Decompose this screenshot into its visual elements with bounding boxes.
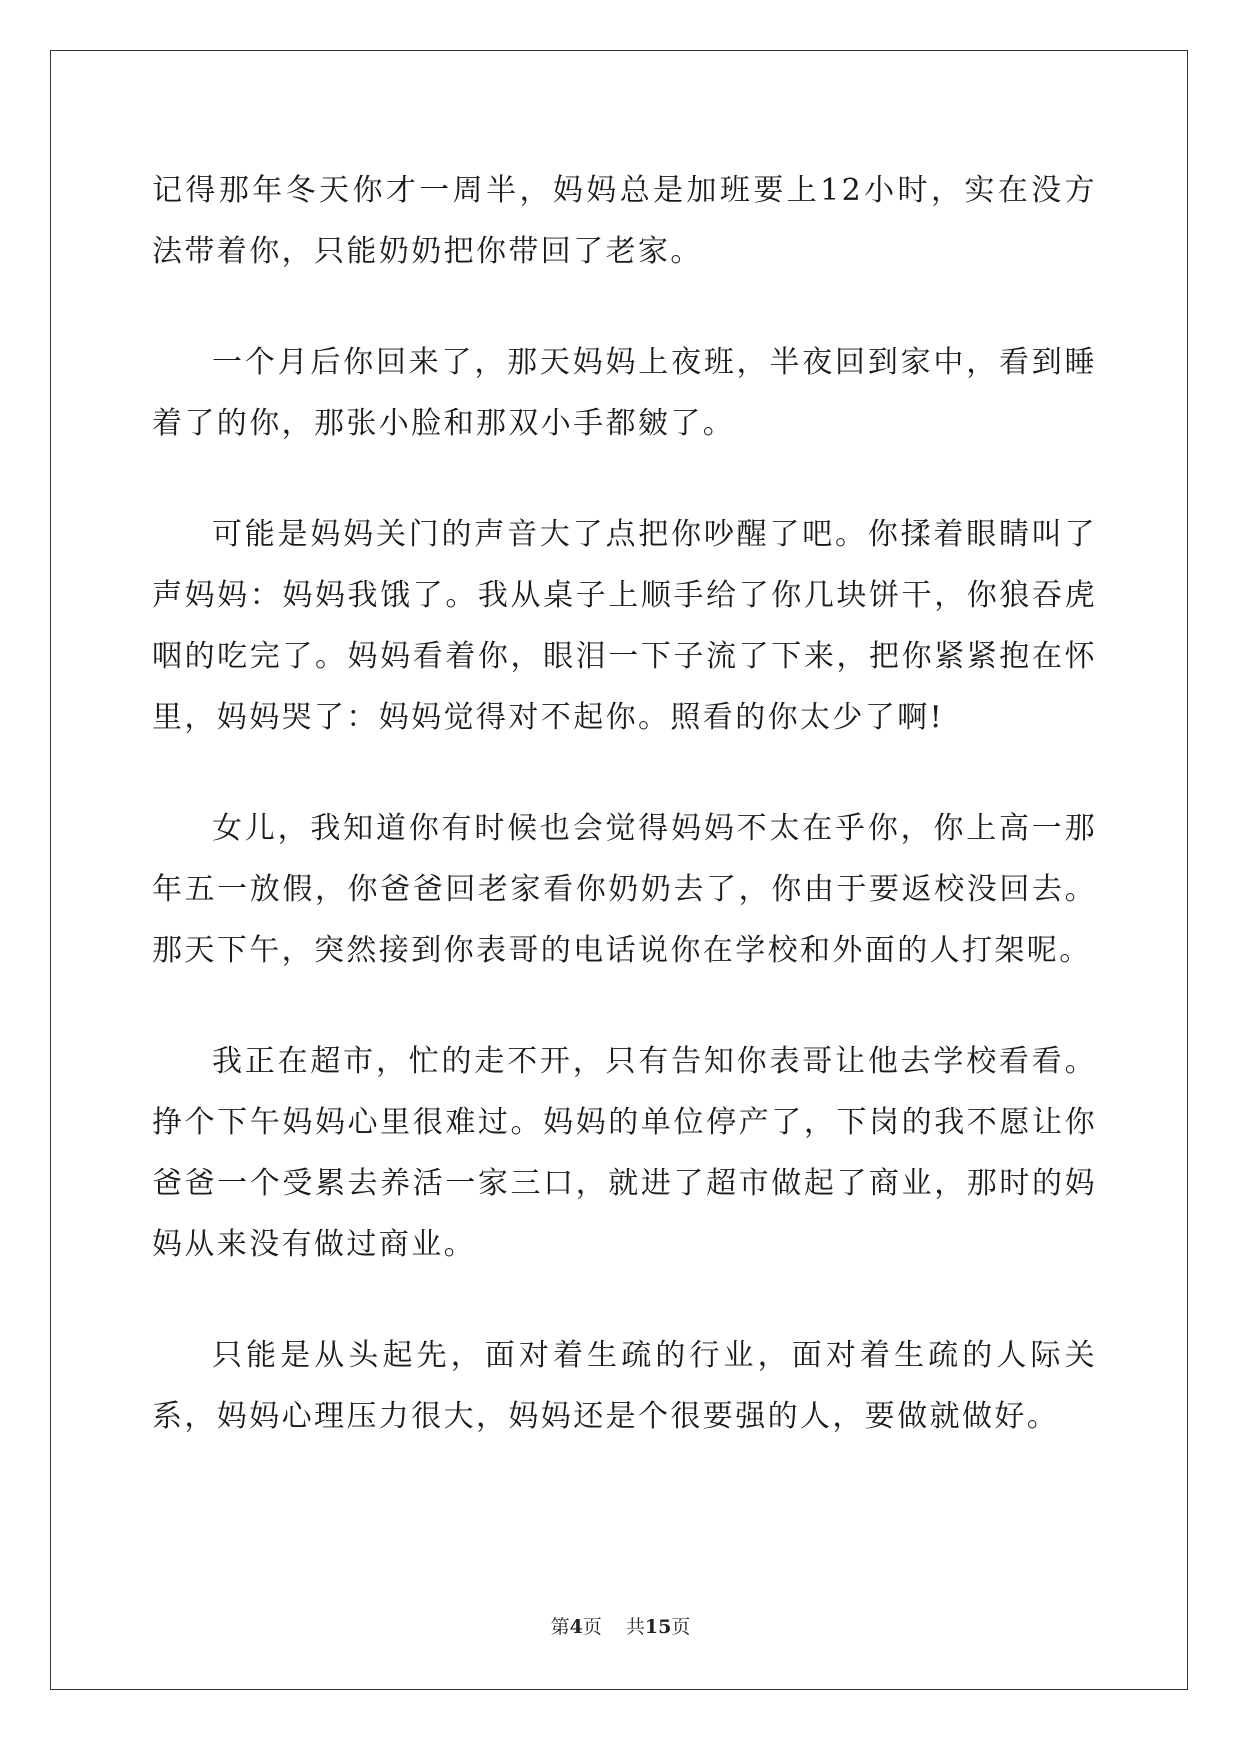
- page-suffix: 页: [582, 1616, 602, 1638]
- page-footer: [0, 1612, 1241, 1639]
- paragraph-1: 记得那年冬天你才一周半，妈妈总是加班要上12小时，实在没方法带着你，只能奶奶把你带回了老家。: [152, 173, 1097, 269]
- total-prefix: 共: [625, 1616, 645, 1638]
- paragraph-4: 女儿，我知道你有时候也会觉得妈妈不太在乎你，你上高一那年五一放假，你爸爸回老家看你奶奶去了，你由于要返校没回去。那天下午，突然接到你表哥的电话说你在学校和外面的人打架呢。: [152, 811, 1097, 968]
- document-body: [152, 160, 1097, 1447]
- page-prefix: 第: [550, 1616, 570, 1638]
- paragraph-2: 一个月后你回来了，那天妈妈上夜班，半夜回到家中，看到睡着了的你，那张小脸和那双小手都皴了。: [152, 345, 1097, 441]
- paragraph-6: 只能是从头起先，面对着生疏的行业，面对着生疏的人际关系，妈妈心理压力很大，妈妈还是个很要强的人，要做就做好。: [152, 1338, 1097, 1434]
- total-pages: 15: [644, 1616, 672, 1638]
- paragraph-5: 我正在超市，忙的走不开，只有告知你表哥让他去学校看看。挣个下午妈妈心里很难过。妈妈的单位停产了，下岗的我不愿让你爸爸一个受累去养活一家三口，就进了超市做起了商业，那时的妈妈从来没有做过商业。: [152, 1044, 1097, 1262]
- page-number: 4: [569, 1616, 583, 1638]
- total-suffix: 页: [671, 1616, 691, 1638]
- paragraph-3: 可能是妈妈关门的声音大了点把你吵醒了吧。你揉着眼睛叫了声妈妈：妈妈我饿了。我从桌子上顺手给了你几块饼干，你狼吞虎咽的吃完了。妈妈看着你，眼泪一下子流了下来，把你紧紧抱在怀里，妈妈哭了：妈妈觉得对不起你。照看的你太少了啊!: [152, 517, 1097, 735]
